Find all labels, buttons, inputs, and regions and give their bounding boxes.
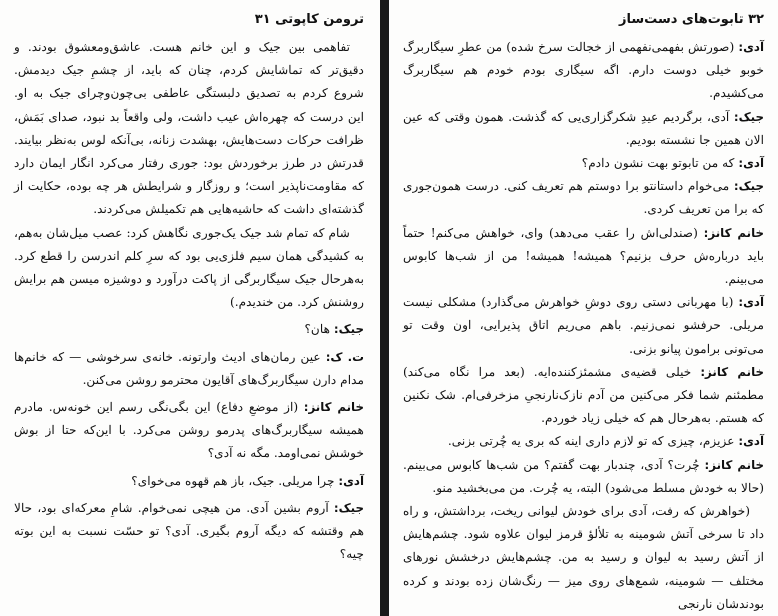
left-dialogue-5 bbox=[14, 497, 364, 567]
speaker-label: خانم کانز: bbox=[704, 457, 765, 472]
left-page-number: ۳۱ bbox=[254, 11, 271, 27]
paragraph-text: (خواهرش که رفت، آدی برای خودش لیوانی ریخت، برداشتش، و راه داد تا سرخی آتش شومینه به تلألؤ قرمز لیوان علاوه شود. چشم‌هایش از آتش رسید به لیوان و رسید به من. چشم‌هایش درخشش نورهای مختلف — شومینه، شمع‌های روی میز — رنگ‌شان زده بودند و کرده بودندشان نارنجی bbox=[403, 504, 764, 611]
dialogue-text: عزیزم، چیزی که تو لازم داری اینه که بری یه چُرتی بزنی. bbox=[447, 434, 735, 449]
right-dialogue-9 bbox=[403, 454, 764, 500]
paragraph-text: شام که تمام شد جیک یک‌جوری نگاهش کرد: عصب میل‌شان به‌هم، به کشیدگی همان سیم فلزی‌یی بود که سرِ کلم اندرسن را قطع کرد. به‌هرحال جیک سیگاربرگی از پاکت درآورد و دوشیزه میسن هم برایش روشنش کرد. من خندیدم.) bbox=[14, 225, 364, 310]
right-dialogue-1 bbox=[403, 36, 764, 106]
speaker-label: آدی: bbox=[738, 40, 765, 54]
right-dialogue-3 bbox=[403, 152, 764, 175]
speaker-label: آدی: bbox=[738, 156, 764, 171]
left-paragraph-1 bbox=[14, 36, 364, 222]
speaker-label: جیک: bbox=[333, 322, 364, 337]
dialogue-text: چرا مریلی. جیک، باز هم قهوه می‌خوای؟ bbox=[131, 473, 335, 488]
right-running-head bbox=[403, 10, 764, 28]
right-dialogue-6 bbox=[403, 291, 764, 361]
dialogue-text: (از موضعِ دفاع) این بگی‌نگی رسم این خونه‌س. مادرم همیشه سیگاربرگ‌های پدرمو روشن می‌کرد. با این‌که حتا از بوش خوشش نمی‌اومد. مگه نه آدی؟ bbox=[14, 400, 364, 461]
left-paragraph-2 bbox=[14, 222, 364, 315]
right-dialogue-7 bbox=[403, 361, 764, 431]
left-head-group bbox=[255, 12, 364, 27]
dialogue-text: چُرت؟ آدی، چندبار بهت گفتم؟ من شب‌ها کابوس می‌بینم. (حالا به خودش مسلط می‌شود) البته، یه چُرت. من می‌بخشید منو. bbox=[403, 457, 764, 495]
right-title: تابوت‌های دست‌ساز bbox=[619, 11, 744, 27]
dialogue-text: (صندلی‌اش را عقب می‌دهد) وای، خواهش می‌کنم! حتماً باید درباره‌ش حرف بزنیم؟ همیشه! همیشه! من از شب‌ها کابوس می‌بینم. bbox=[403, 225, 764, 287]
dialogue-text: عین رمان‌های ادیث وارتونه. خانه‌ی سرخوشی — که خانم‌ها مدام دارن سیگاربرگ‌های آقایون محترمو روشن می‌کنن. bbox=[14, 349, 364, 387]
speaker-label: جیک: bbox=[733, 179, 764, 194]
left-dialogue-1 bbox=[14, 318, 364, 341]
speaker-label: آدی: bbox=[338, 473, 364, 488]
right-page-body bbox=[403, 36, 764, 616]
right-dialogue-5 bbox=[403, 222, 764, 292]
right-dialogue-8 bbox=[403, 430, 764, 453]
right-page bbox=[389, 0, 778, 616]
left-running-head bbox=[14, 10, 364, 28]
right-dialogue-4 bbox=[403, 175, 764, 221]
speaker-label: ت. ک: bbox=[325, 349, 365, 364]
dialogue-text: آروم بشین آدی. من هیچی نمی‌خوام. شامِ معرکه‌ای بود، حالا هم وقتشه که دیگه آروم بگیری. آدی؟ تو حسّت نسبت به این بوته چیه؟ bbox=[14, 500, 364, 562]
left-author: ترومن کاپوتی bbox=[275, 11, 364, 27]
right-dialogue-2 bbox=[403, 106, 764, 152]
speaker-label: جیک: bbox=[733, 109, 765, 124]
right-page-number: ۳۲ bbox=[748, 11, 764, 27]
left-dialogue-3 bbox=[14, 396, 364, 466]
speaker-label: آدی: bbox=[738, 434, 764, 449]
paragraph-text: تفاهمی بین جیک و این خانم هست. عاشق‌ومعشوق بودند. و دقیق‌تر که تماشایش کردم، چنان که باید، از چشمِ جیک دیدمش. شروع کردم به تصدیق دلبستگی عاطفی بی‌چون‌وچرای جیک به او. این درست که چهره‌اش عیب داشت، ولی واقعاً بد نبود، صدای بَمَش، ظرافت حرکات دست‌هایش، بهشدت زنانه، بی‌آنکه لوس به‌نظر بیایند. قدرتش در طرز برخوردش بود: جوری رفتار می‌کرد انگار ایمان دارد که مقاومت‌ناپذیر است؛ و روزگار و شرایطش هر چه بوده، حکایت از گذشته‌ای داشت که حاشیه‌هایی هم تکمیلش می‌کردند. bbox=[14, 40, 364, 217]
dialogue-text: خیلی قضیه‌ی مشمئزکننده‌ایه. (بعد مرا نگاه می‌کند) مطمئنم شما فکر می‌کنین من آدم نازک‌نارنجیِ مزخرفی‌ام. شک نکنین که هستم. به‌هرحال هم که خیلی زیاد خوردم. bbox=[403, 364, 764, 426]
right-head-group bbox=[619, 12, 764, 27]
book-gutter bbox=[380, 0, 389, 616]
dialogue-text: (با مهربانی دستی روی دوشِ خواهرش می‌گذارد) مشکلی نیست مریلی. حرفشو نمی‌زنیم. باهم می‌ریم اتاق پذیرایی، اون وقت تو می‌تونی برامون پیانو بزنی. bbox=[403, 295, 764, 356]
dialogue-text: آدی، برگردیم عیدِ شکرگزاری‌یی که گذشت. همون وقتی که عین الان همین جا نشسته بودیم. bbox=[403, 109, 764, 147]
right-paragraph-narration bbox=[403, 500, 764, 616]
dialogue-text: (صورتش بفهمی‌نفهمی از خجالت سرخ شده) من عطرِ سیگاربرگ خوبو خیلی دوست دارم. اگه سیگاری بودم خودم هم سیگاربرگ می‌کشیدم. bbox=[403, 40, 764, 101]
speaker-label: آدی: bbox=[738, 295, 765, 310]
dialogue-text: هان؟ bbox=[304, 322, 330, 337]
speaker-label: خانم کانز: bbox=[700, 364, 764, 379]
left-page-body bbox=[14, 36, 364, 566]
dialogue-text: می‌خوام داستانتو برا دوستم هم تعریف کنی. درست همون‌جوری که برا من تعریف کردی. bbox=[403, 179, 764, 217]
speaker-label: خانم کانز: bbox=[703, 225, 765, 240]
left-page bbox=[0, 0, 380, 616]
speaker-label: جیک: bbox=[333, 500, 365, 515]
speaker-label: خانم کانز: bbox=[303, 400, 364, 415]
left-dialogue-2 bbox=[14, 346, 364, 392]
dialogue-text: که من تابوتو بهت نشون دادم؟ bbox=[581, 156, 735, 171]
left-dialogue-4 bbox=[14, 470, 364, 493]
